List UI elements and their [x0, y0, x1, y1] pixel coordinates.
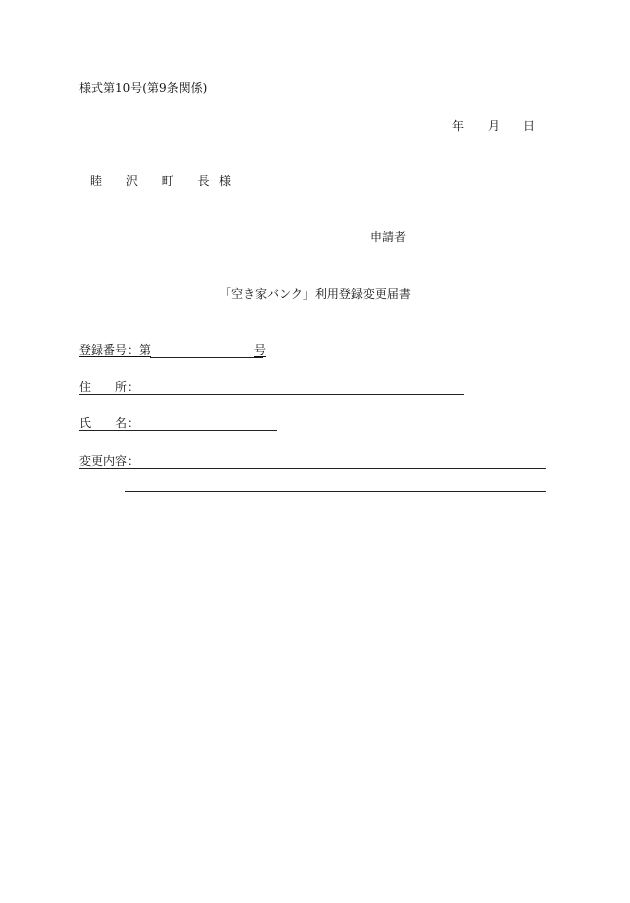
date-day-label: 日 [523, 119, 536, 133]
date-year-label: 年 [452, 119, 465, 133]
name-label: 氏 名： [79, 416, 140, 430]
address-label: 住 所： [79, 380, 140, 394]
addressee-honorific: 様 [219, 174, 232, 188]
registration-number-line [150, 357, 263, 358]
applicant-label: 申請者 [370, 230, 407, 244]
change-content-line-2 [125, 491, 546, 492]
document-title: 「空き家バンク」利用登録変更届書 [219, 287, 411, 301]
form-number: 様式第10号(第9条関係) [79, 81, 208, 95]
name-line [79, 430, 277, 431]
registration-number-suffix: 号 [254, 343, 267, 357]
change-content-line-1 [79, 468, 546, 469]
date-month-label: 月 [488, 119, 501, 133]
registration-number-label: 登録番号：第 [79, 343, 152, 357]
addressee-name: 睦 沢 町 長 [90, 174, 220, 188]
address-line [79, 394, 464, 395]
change-content-label: 変更内容： [79, 454, 140, 468]
